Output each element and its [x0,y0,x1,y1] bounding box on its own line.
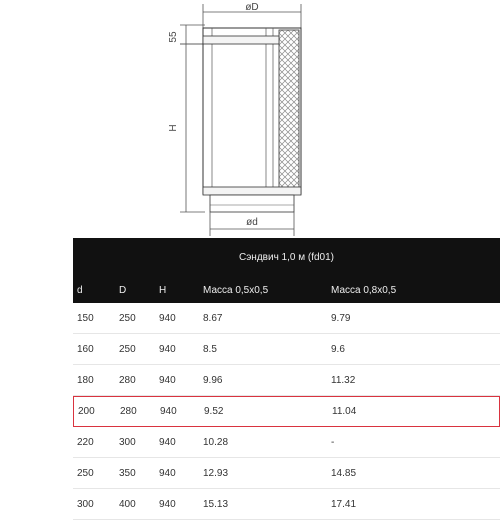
header-mass-05: Масса 0,5x0,5 [203,285,269,296]
table-row [73,427,500,458]
table-row-highlighted [73,396,500,427]
cell-mass-05: 15.13 [203,498,229,510]
cell-mass-05: 8.5 [203,343,217,355]
cell-mass-05: 9.96 [203,374,223,386]
cell-inner-diameter: 160 [77,343,94,355]
height-label: H [168,124,179,132]
cell-outer-diameter: 350 [119,467,136,479]
cell-mass-08: 17.41 [331,498,357,510]
inner-diameter-dimension [210,212,294,236]
cell-mass-08: 14.85 [331,467,357,479]
cell-height: 940 [159,312,176,324]
table-header-row [73,278,500,303]
cell-inner-diameter: 180 [77,374,94,386]
cell-outer-diameter: 250 [119,343,136,355]
header-mass-08: Масса 0,8x0,5 [331,285,397,296]
outer-diameter-dimension [203,2,301,30]
cell-height: 940 [160,406,177,417]
table-title: Сэндвич 1,0 м (fd01) [73,238,500,278]
cell-height: 940 [159,467,176,479]
cell-mass-08: 9.6 [331,343,345,355]
cell-mass-08: 9.79 [331,312,351,324]
table-row [73,458,500,489]
cell-mass-05: 10.28 [203,436,229,448]
height-dimension [168,44,205,212]
cell-height: 940 [159,343,176,355]
cell-outer-diameter: 280 [119,374,136,386]
cell-outer-diameter: 250 [119,312,136,324]
header-outer-diameter: D [119,285,127,296]
cell-outer-diameter: 300 [119,436,136,448]
cell-inner-diameter: 150 [77,312,94,324]
table-row [73,303,500,334]
cell-inner-diameter: 220 [77,436,94,448]
top-offset-label: 55 [168,31,179,43]
table-row [73,365,500,396]
cell-outer-diameter: 400 [119,498,136,510]
cell-height: 940 [159,436,176,448]
spec-table [73,238,500,520]
cell-inner-diameter: 250 [77,467,94,479]
cell-height: 940 [159,498,176,510]
cell-height: 940 [159,374,176,386]
pipe-technical-drawing [0,0,500,240]
cell-mass-08: 11.04 [332,406,357,417]
cell-mass-08: - [331,436,335,448]
cell-inner-diameter: 300 [77,498,94,510]
outer-diameter-label: øD [245,2,259,13]
cell-mass-05: 9.52 [204,406,224,417]
table-row [73,334,500,365]
cell-mass-05: 8.67 [203,312,223,324]
cell-inner-diameter: 200 [78,406,95,417]
cell-mass-08: 11.32 [331,374,356,386]
cell-outer-diameter: 280 [120,406,137,417]
header-height: H [159,285,167,296]
table-row [73,489,500,520]
pipe-body [203,28,301,212]
inner-diameter-label: ød [246,217,258,228]
top-offset-dimension [168,25,205,44]
cell-mass-05: 12.93 [203,467,229,479]
table-body [73,303,500,520]
header-inner-diameter: d [77,285,83,296]
